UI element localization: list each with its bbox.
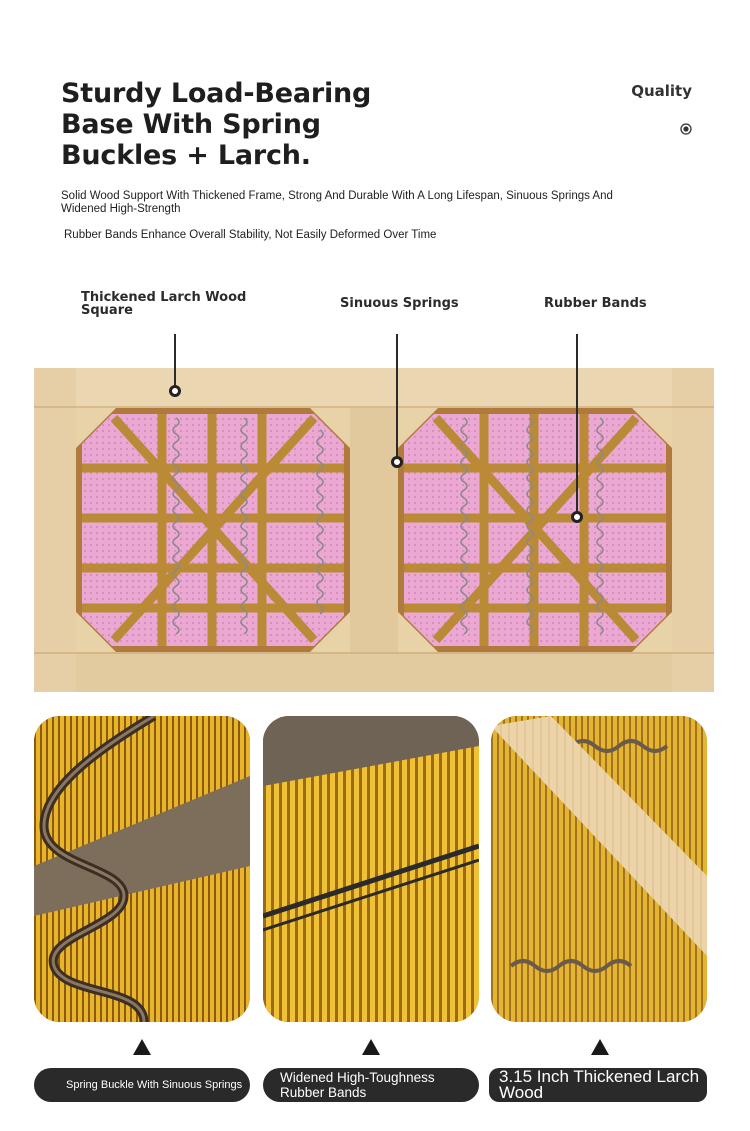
detail-photo-spring-buckle [34, 716, 250, 1022]
bed-base-photo [34, 368, 714, 692]
marker-dot-springs [391, 456, 403, 468]
caption-spring-buckle: Spring Buckle With Sinuous Springs [34, 1068, 250, 1102]
callout-larch-wood: Thickened Larch Wood Square [81, 290, 247, 318]
leader-line-springs [396, 334, 398, 458]
detail-photo-rubber-bands [263, 716, 479, 1022]
callout-sinuous-springs: Sinuous Springs [340, 296, 459, 311]
caption-rubber-bands: Widened High-Toughness Rubber Bands [263, 1068, 479, 1102]
marker-dot-larch [169, 385, 181, 397]
marker-dot-bands [571, 511, 583, 523]
callout-rubber-bands: Rubber Bands [544, 296, 647, 311]
up-arrow-icon [133, 1039, 151, 1055]
leader-line-bands [576, 334, 578, 512]
description-line-2: Rubber Bands Enhance Overall Stability, Not Easily Deformed Over Time [64, 229, 437, 241]
left-spring-panel [76, 408, 350, 652]
right-spring-panel [398, 408, 672, 652]
page-title: Sturdy Load-Bearing Base With Spring Buckles + Larch. [61, 78, 372, 171]
quality-badge-label: Quality [631, 82, 692, 100]
detail-photo-larch-wood [491, 716, 707, 1022]
up-arrow-icon [362, 1039, 380, 1055]
leader-line-larch [174, 334, 176, 386]
radio-dot-icon [680, 123, 692, 135]
caption-larch-wood: 3.15 Inch Thickened Larch Wood [489, 1068, 707, 1102]
up-arrow-icon [591, 1039, 609, 1055]
description-line-1: Solid Wood Support With Thickened Frame, Strong And Durable With A Long Lifespan, Sinuous Springs And Widened High-Strength [61, 190, 613, 215]
